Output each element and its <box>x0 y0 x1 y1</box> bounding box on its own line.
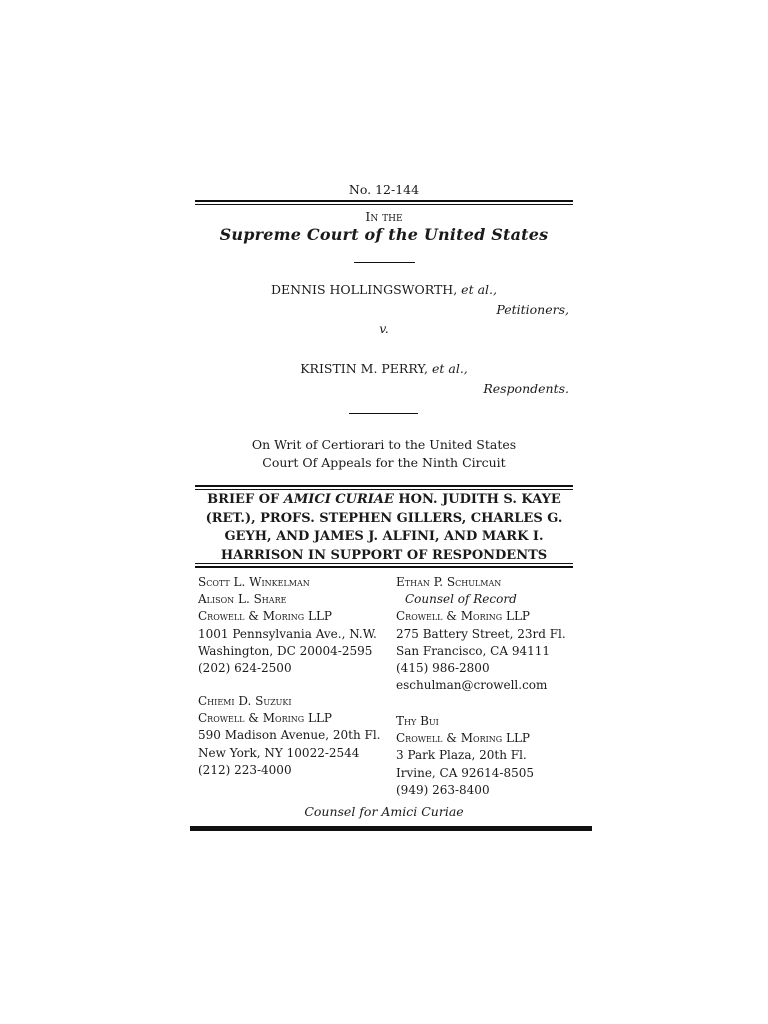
writ-line-2: Court Of Appeals for the Ninth Circuit <box>262 455 506 470</box>
respondent-etal: et al., <box>431 361 468 376</box>
petitioner-role: Petitioners, <box>496 302 569 317</box>
address-line-1: 3 Park Plaza, 20th Fl. <box>396 748 527 763</box>
firm-name: Crowell & Moring LLP <box>198 711 333 726</box>
firm-name: Crowell & Moring LLP <box>396 731 531 746</box>
petitioner-etal: et al., <box>461 282 497 297</box>
firm-name: Crowell & Moring LLP <box>198 609 333 624</box>
counsel-left-group-1 <box>198 574 377 677</box>
counsel-of-record: Counsel of Record <box>405 592 517 607</box>
address-line-2: Washington, DC 20004-2595 <box>198 643 373 658</box>
respondent-role: Respondents. <box>483 381 569 396</box>
address-line-2: New York, NY 10022-2544 <box>198 745 360 760</box>
petitioner-name: DENNIS HOLLINGSWORTH, <box>271 282 458 297</box>
writ-line-1: On Writ of Certiorari to the United States <box>251 437 517 452</box>
phone-number: (949) 263-8400 <box>396 782 490 797</box>
address-line-1: 590 Madison Avenue, 20th Fl. <box>198 728 381 743</box>
email-address: eschulman@crowell.com <box>396 678 548 693</box>
separator-rule-1 <box>354 262 415 263</box>
case-number: No. 12-144 <box>348 182 420 197</box>
petitioner-line <box>195 281 573 298</box>
top-rule-thick <box>195 200 573 202</box>
in-the-label: In the <box>365 209 403 224</box>
brief-title-amici: AMICI CURIAE <box>283 492 394 507</box>
counsel-right-group-1 <box>396 574 566 694</box>
brief-title-post: HON. JUDITH S. KAYE (RET.), PROFS. STEPHEN GILLERS, CHARLES G. GEYH, AND JAMES J. ALFINI, AND MARK I. HARRISON IN SUPPORT OF RESPONDENTS <box>205 492 563 563</box>
separator-rule-2 <box>349 413 418 414</box>
attorney-winkelman: Scott L. Winkelman <box>198 575 310 589</box>
court-name: Supreme Court of the United States <box>219 225 549 244</box>
brief-rule-bottom-thin <box>195 563 573 564</box>
counsel-for-amici: Counsel for Amici Curiae <box>304 804 464 819</box>
attorney-share: Alison L. Share <box>198 592 287 607</box>
versus: v. <box>379 321 389 336</box>
phone-number: (212) 223-4000 <box>198 762 292 777</box>
address-line-2: San Francisco, CA 94111 <box>396 643 550 658</box>
attorney-suzuki: Chiemi D. Suzuki <box>198 694 292 708</box>
counsel-right-group-2 <box>396 713 534 799</box>
respondent-name: KRISTIN M. PERRY, <box>300 361 428 376</box>
brief-title-pre: BRIEF OF <box>207 492 284 507</box>
phone-number: (202) 624-2500 <box>198 660 292 675</box>
attorney-schulman: Ethan P. Schulman <box>396 575 502 589</box>
brief-title <box>195 491 573 565</box>
brief-rule-bottom-thick <box>195 566 573 568</box>
top-rule-thin <box>195 204 573 205</box>
respondent-line <box>195 360 573 377</box>
firm-name: Crowell & Moring LLP <box>396 609 531 624</box>
address-line-2: Irvine, CA 92614-8505 <box>396 765 534 780</box>
counsel-left-group-2 <box>198 693 380 779</box>
address-line-1: 1001 Pennsylvania Ave., N.W. <box>198 626 377 641</box>
brief-rule-top-thin <box>195 489 573 490</box>
address-line-1: 275 Battery Street, 23rd Fl. <box>396 626 566 641</box>
brief-rule-top-thick <box>195 485 573 487</box>
attorney-bui: Thy Bui <box>396 714 439 728</box>
bottom-rule-heavy <box>190 826 592 831</box>
phone-number: (415) 986-2800 <box>396 660 490 675</box>
